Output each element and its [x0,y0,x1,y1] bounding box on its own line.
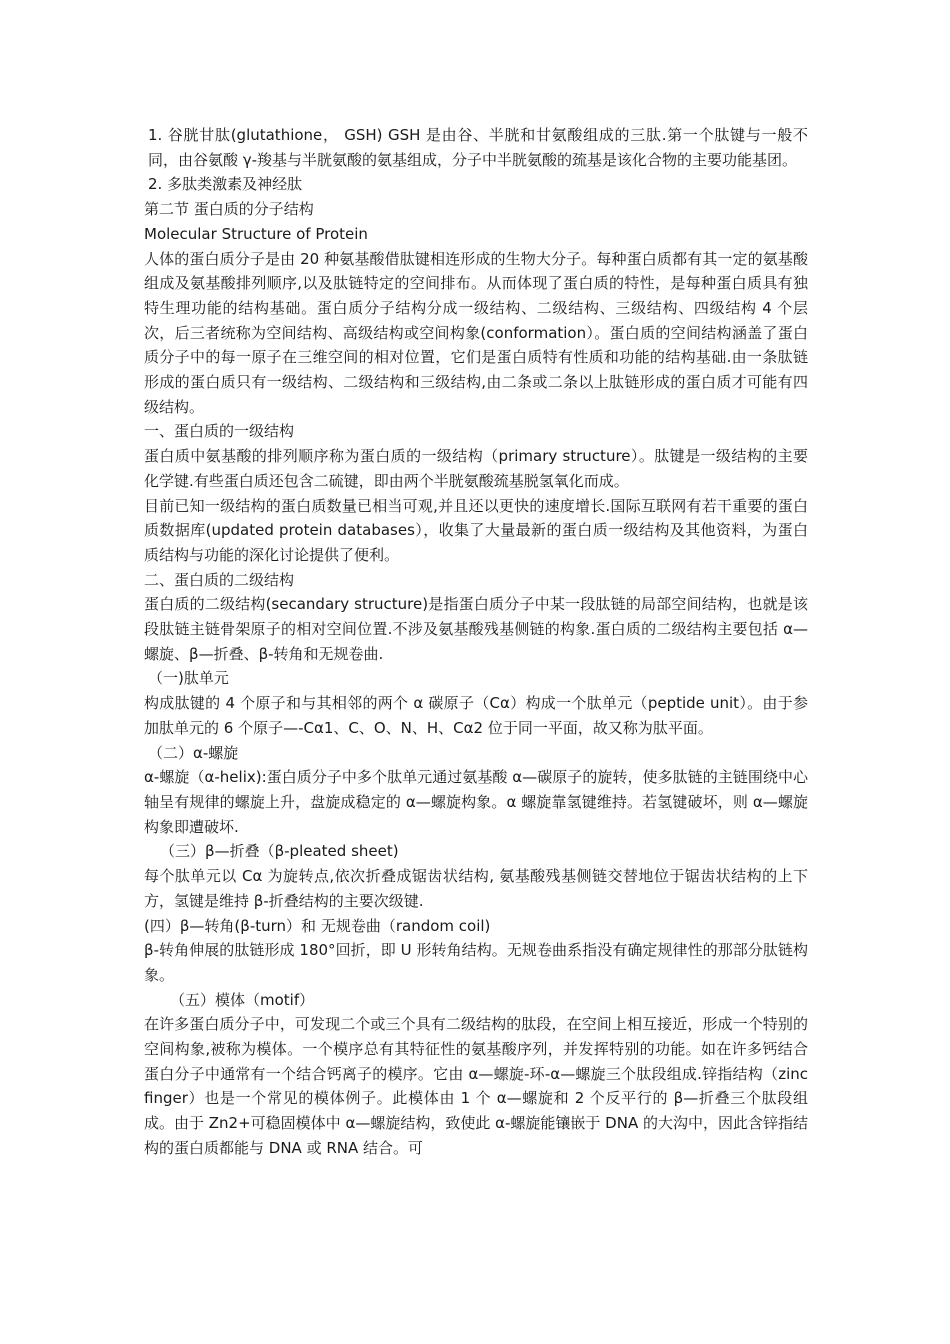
heading-beta-turn: (四）β—转角(β-turn）和 无规卷曲（random coil) [144,916,491,935]
heading-alpha-helix: （二）α-螺旋 [148,743,239,762]
heading-beta-sheet: （三）β—折叠（β-pleated sheet) [160,842,399,861]
paragraph-secondary-structure: 蛋白质的二级结构(secandary structure)是指蛋白质分子中某一段肽链的局部空间结构，也就是该段肽链主链骨架原子的相对空间位置.不涉及氨基酸残基侧链的构象.蛋白质的二级结构主要包括 α—螺旋、β—折叠、β-转角和无规卷曲. [144,595,808,663]
paragraph-alpha-helix: α-螺旋（α-helix):蛋白质分子中多个肽单元通过氨基酸 α—碳原子的旋转，使多肽链的主链围绕中心轴呈有规律的螺旋上升，盘旋成稳定的 α—螺旋构象。α 螺旋靠氢键维持。若氢键破坏，则 α—螺旋构象即遭破坏. [144,768,808,836]
document-page [144,123,808,1161]
heading-motif: （五）模体（motif） [170,990,315,1009]
heading-secondary-structure: 二、蛋白质的二级结构 [144,570,295,589]
paragraph-motif: 在许多蛋白质分子中，可发现二个或三个具有二级结构的肽段，在空间上相互接近，形成一个特别的空间构象,被称为模体。一个模序总有其特征性的氨基酸序列，并发挥特别的功能。如在许多钙结合蛋白分子中通常有一个结合钙离子的模序。它由 α—螺旋-环-α—螺旋三个肽段组成.锌指结构（zinc finger）也是一个常见的模体例子。此模体由 1 个 α—螺旋和 2 个反平行的 β—折叠三个肽段组成。由于 Zn2+可稳固模体中 α—螺旋结构，致使此 α-螺旋能镶嵌于 DNA 的大沟中，因此含锌指结构的蛋白质都能与 DNA 或 RNA 结合。可 [144,1015,808,1157]
paragraph-peptide-unit: 构成肽键的 4 个原子和与其相邻的两个 α 碳原子（Cα）构成一个肽单元（peptide unit）。由于参加肽单元的 6 个原子—-Cα1、C、O、N、H、Cα2 位于同一平面，故又称为肽平面。 [144,694,808,737]
paragraph-beta-sheet: 每个肽单元以 Cα 为旋转点,依次折叠成锯齿状结构, 氨基酸残基侧链交替地位于锯齿状结构的上下方，氢键是维持 β-折叠结构的主要次级键. [144,867,808,910]
section-heading-english: Molecular Structure of Protein [144,224,368,243]
paragraph-primary-structure: 蛋白质中氨基酸的排列顺序称为蛋白质的一级结构（primary structure）。肽键是一级结构的主要化学键.有些蛋白质还包含二硫键，即由两个半胱氨酸巯基脱氢氧化而成。 [144,447,808,490]
heading-peptide-unit: （一)肽单元 [148,669,229,688]
paragraph-polypeptide-hormones: 2. 多肽类激素及神经肽 [148,175,303,194]
paragraph-protein-intro: 人体的蛋白质分子是由 20 种氨基酸借肽键相连形成的生物大分子。每种蛋白质都有其一定的氨基酸组成及氨基酸排列顺序,以及肽链特定的空间排布。从而体现了蛋白质的特性，是每种蛋白质具有独特生理功能的结构基础。蛋白质分子结构分成一级结构、二级结构、三级结构、四级结构 4 个层次，后三者统称为空间结构、高级结构或空间构象(conformation）。蛋白质的空间结构涵盖了蛋白质分子中的每一原子在三维空间的相对位置，它们是蛋白质特有性质和功能的结构基础.由一条肽链形成的蛋白质只有一级结构、二级结构和三级结构,由二条或二条以上肽链形成的蛋白质才可能有四级结构。 [144,249,808,416]
paragraph-glutathione: 1. 谷胱甘肽(glutathione， GSH) GSH 是由谷、半胱和甘氨酸组成的三肽.第一个肽键与一般不同，由谷氨酸 γ-羧基与半胱氨酸的氨基组成，分子中半胱氨酸的巯基是该化合物的主要功能基团。 [148,126,808,169]
paragraph-protein-databases: 目前已知一级结构的蛋白质数量已相当可观,并且还以更快的速度增长.国际互联网有若干重要的蛋白质数据库(updated protein databases），收集了大量最新的蛋白质一级结构及其他资料，为蛋白质结构与功能的深化讨论提供了便利。 [144,496,808,564]
section-heading: 第二节 蛋白质的分子结构 [144,200,314,219]
heading-primary-structure: 一、蛋白质的一级结构 [144,422,295,441]
paragraph-beta-turn: β-转角伸展的肽链形成 180°回折，即 U 形转角结构。无规卷曲系指没有确定规律性的那部分肽链构象。 [144,941,808,984]
